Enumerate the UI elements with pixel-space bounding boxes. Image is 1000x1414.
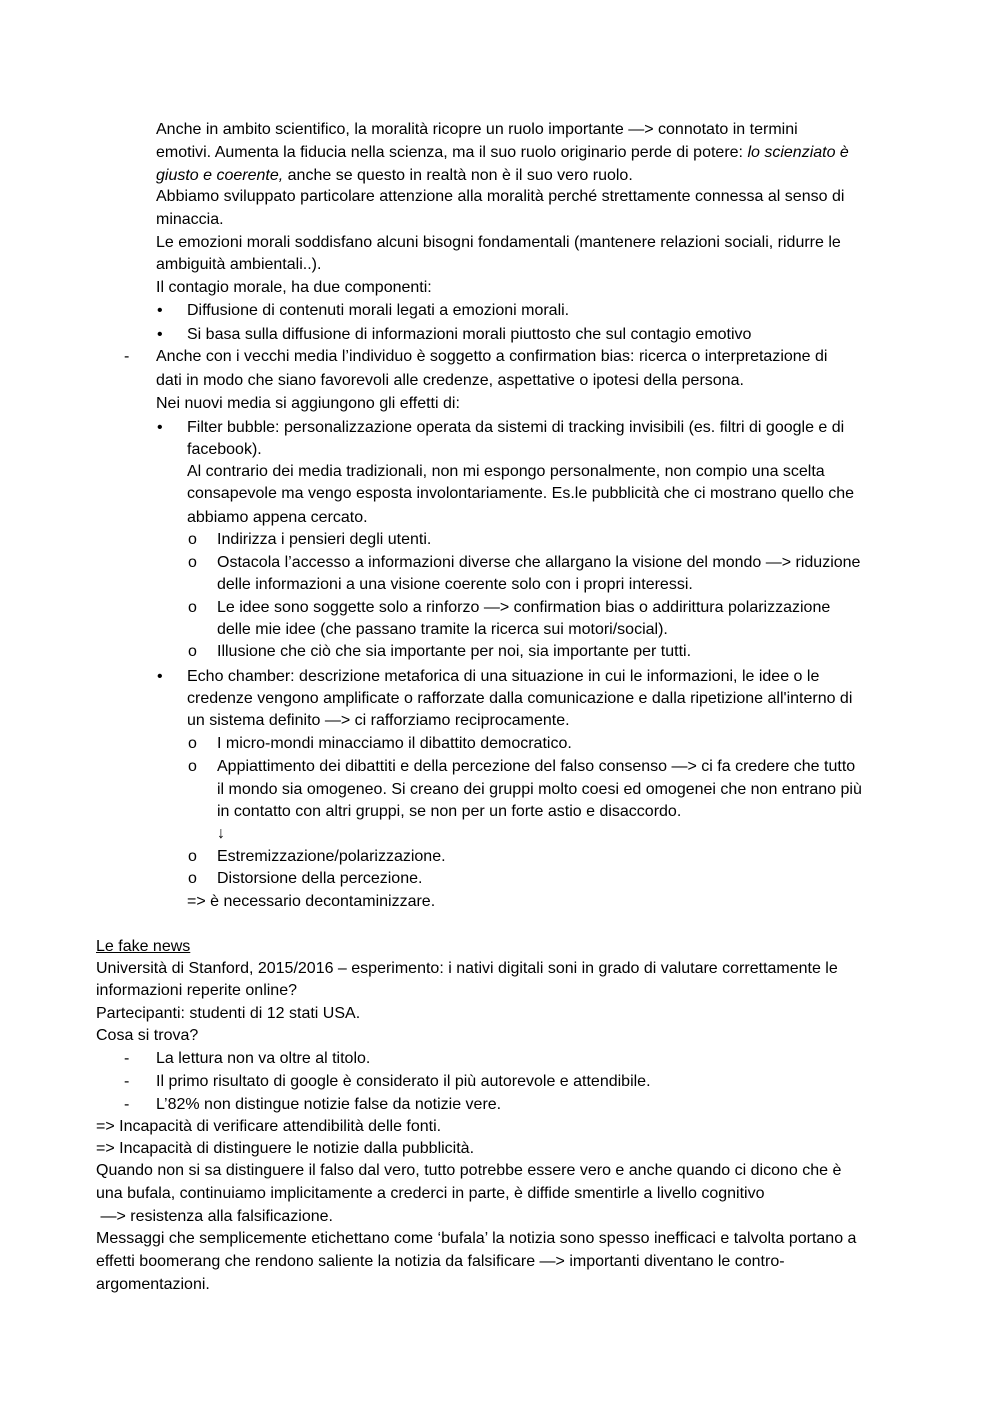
paragraph-line: argomentazioni. — [96, 1276, 210, 1293]
paragraph-line: delle informazioni a una visione coerente solo con i propri interessi. — [217, 576, 693, 593]
circle-marker: o — [188, 643, 197, 660]
list-item: Il primo risultato di google è considerato il più autorevole e attendibile. — [156, 1073, 651, 1090]
circle-marker: o — [188, 531, 197, 548]
bullet-marker: • — [157, 326, 163, 343]
bullet-marker: • — [157, 668, 163, 685]
dash-marker: - — [124, 1096, 130, 1113]
sub-list-item: Appiattimento dei dibattiti e della percezione del falso consenso —> ci fa credere che tutto — [217, 758, 856, 775]
paragraph-line: ambiguità ambientali..). — [156, 256, 322, 273]
paragraph-line: Abbiamo sviluppato particolare attenzione alla moralità perché strettamente connessa al senso di — [156, 188, 845, 205]
italic-text: lo scienziato è — [747, 144, 849, 161]
paragraph-line: effetti boomerang che rendono saliente la notizia da falsificare —> importanti diventano le contro- — [96, 1253, 785, 1270]
sub-list-item: Distorsione della percezione. — [217, 870, 423, 887]
circle-marker: o — [188, 599, 197, 616]
paragraph-line: in contatto con altri gruppi, se non per un forte astio e disaccordo. — [217, 803, 682, 820]
circle-marker: o — [188, 554, 197, 571]
paragraph-line: minaccia. — [156, 211, 224, 228]
paragraph-line: consapevole ma vengo esposta involontariamente. Es.le pubblicità che ci mostrano quello che — [187, 485, 855, 502]
paragraph-line: facebook). — [187, 441, 262, 458]
list-item: L’82% non distingue notizie false da notizie vere. — [156, 1096, 502, 1113]
paragraph-line: Partecipanti: studenti di 12 stati USA. — [96, 1005, 361, 1022]
paragraph-line: Quando non si sa distinguere il falso dal vero, tutto potrebbe essere vero e anche quando ci dicono che è — [96, 1162, 842, 1179]
circle-marker: o — [188, 870, 197, 887]
dash-marker: - — [124, 348, 130, 365]
paragraph-line: Il contagio morale, ha due componenti: — [156, 279, 432, 296]
paragraph-line: informazioni reperite online? — [96, 982, 297, 999]
list-item: La lettura non va oltre al titolo. — [156, 1050, 371, 1067]
paragraph-line: emotivi. Aumenta la fiducia nella scienza, ma il suo ruolo originario perde di potere: lo scienziato è — [156, 144, 849, 161]
paragraph-line: Anche in ambito scientifico, la moralità ricopre un ruolo importante —> connotato in termini — [156, 121, 798, 138]
list-item: Filter bubble: personalizzazione operata da sistemi di tracking invisibili (es. filtri di google e di — [187, 419, 845, 436]
paragraph-line: —> resistenza alla falsificazione. — [96, 1208, 333, 1225]
list-item: Echo chamber: descrizione metaforica di una situazione in cui le informazioni, le idee o le — [187, 668, 820, 685]
bullet-marker: • — [157, 419, 163, 436]
paragraph-line: => Incapacità di verificare attendibilità delle fonti. — [96, 1118, 442, 1135]
paragraph-line: il mondo sia omogeneo. Si creano dei gruppi molto coesi ed omogenei che non entrano più — [217, 781, 862, 798]
down-arrow-icon: ↓ — [217, 825, 225, 842]
list-item: Diffusione di contenuti morali legati a emozioni morali. — [187, 302, 570, 319]
dash-marker: - — [124, 1050, 130, 1067]
circle-marker: o — [188, 735, 197, 752]
sub-list-item: Le idee sono soggette solo a rinforzo —> confirmation bias o addirittura polarizzazione — [217, 599, 831, 616]
bullet-marker: • — [157, 302, 163, 319]
paragraph-line: Cosa si trova? — [96, 1027, 199, 1044]
paragraph-line: abbiamo appena cercato. — [187, 509, 368, 526]
paragraph-line: Messaggi che semplicemente etichettano come ‘bufala’ la notizia sono spesso inefficaci e talvolta portano a — [96, 1230, 857, 1247]
conclusion-line: => è necessario decontaminizzare. — [187, 893, 436, 910]
paragraph-line: delle mie idee (che passano tramite la ricerca sui motori/social). — [217, 621, 668, 638]
paragraph-line: Le emozioni morali soddisfano alcuni bisogni fondamentali (mantenere relazioni sociali, ridurre le — [156, 234, 841, 251]
paragraph-line: dati in modo che siano favorevoli alle credenze, aspettative o ipotesi della persona. — [156, 372, 744, 389]
paragraph-line: => Incapacità di distinguere le notizie dalla pubblicità. — [96, 1140, 475, 1157]
circle-marker: o — [188, 758, 197, 775]
dash-marker: - — [124, 1073, 130, 1090]
sub-list-item: Estremizzazione/polarizzazione. — [217, 848, 446, 865]
paragraph-line: una bufala, continuiamo implicitamente a crederci in parte, è diffide smentirle a livello cognitivo — [96, 1185, 765, 1202]
circle-marker: o — [188, 848, 197, 865]
paragraph-line: credenze vengono amplificate o rafforzate dalla comunicazione e dalla ripetizione all'interno di — [187, 690, 853, 707]
italic-text: giusto e coerente, — [156, 167, 284, 184]
sub-list-item: Illusione che ciò che sia importante per noi, sia importante per tutti. — [217, 643, 692, 660]
paragraph-line: Università di Stanford, 2015/2016 – esperimento: i nativi digitali soni in grado di valutare correttamente le — [96, 960, 838, 977]
paragraph-line: Anche con i vecchi media l’individuo è soggetto a confirmation bias: ricerca o interpretazione di — [156, 348, 828, 365]
sub-list-item: Ostacola l’accesso a informazioni diverse che allargano la visione del mondo —> riduzione — [217, 554, 861, 571]
list-item: Si basa sulla diffusione di informazioni morali piuttosto che sul contagio emotivo — [187, 326, 752, 343]
sub-list-item: Indirizza i pensieri degli utenti. — [217, 531, 432, 548]
paragraph-line: un sistema definito —> ci rafforziamo reciprocamente. — [187, 712, 570, 729]
paragraph-line: giusto e coerente, anche se questo in realtà non è il suo vero ruolo. — [156, 167, 633, 184]
paragraph-line: Nei nuovi media si aggiungono gli effetti di: — [156, 395, 460, 412]
sub-list-item: I micro-mondi minacciamo il dibattito democratico. — [217, 735, 572, 752]
section-heading: Le fake news — [96, 938, 191, 955]
paragraph-line: Al contrario dei media tradizionali, non mi espongo personalmente, non compio una scelta — [187, 463, 825, 480]
